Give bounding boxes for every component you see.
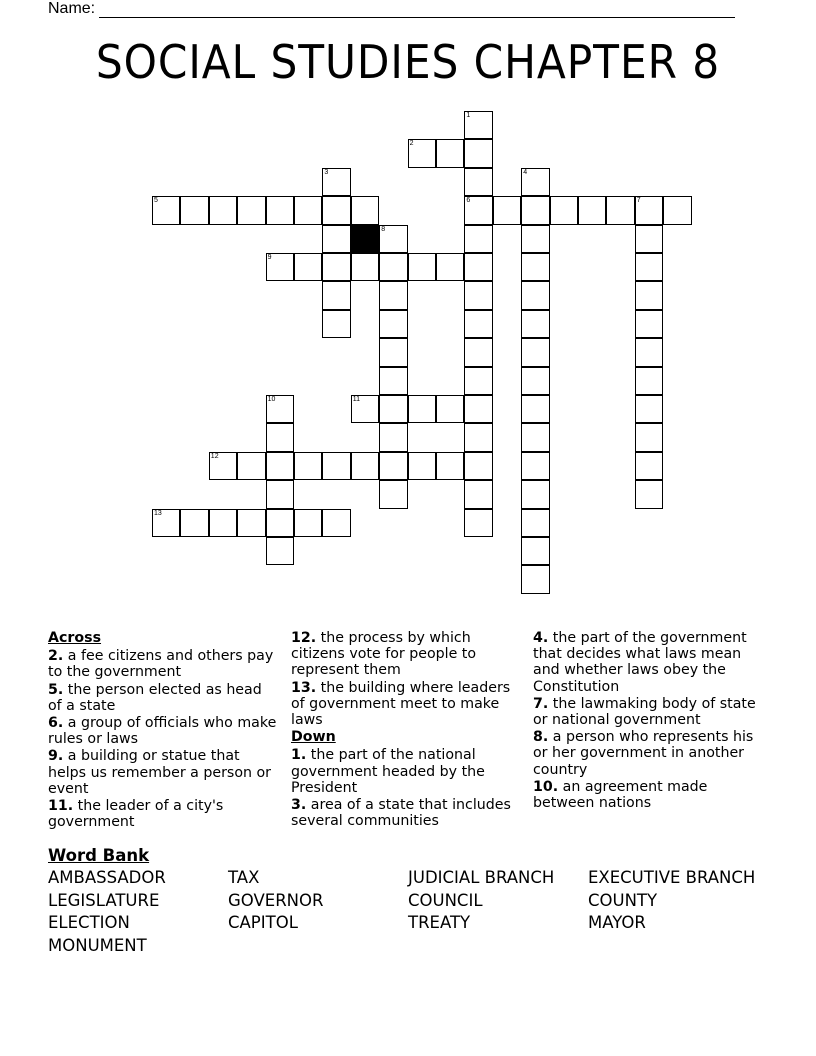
word-bank-item: COUNCIL (408, 891, 483, 910)
crossword-cell[interactable] (237, 452, 265, 480)
word-bank-item: JUDICIAL BRANCH (408, 868, 555, 887)
crossword-cell[interactable] (436, 253, 464, 281)
crossword-cell[interactable] (322, 310, 350, 338)
crossword-cell[interactable] (635, 281, 663, 309)
cell-number: 10 (267, 396, 276, 403)
crossword-cell[interactable] (635, 480, 663, 508)
cell-number: 7 (636, 197, 641, 205)
crossword-cell[interactable] (464, 367, 492, 395)
crossword-cell[interactable] (351, 253, 379, 281)
clue-text: the building where leaders of government meet to make laws (291, 679, 511, 729)
clue-text: area of a state that includes several communities (291, 797, 511, 830)
crossword-cell[interactable] (408, 452, 436, 480)
crossword-cell[interactable] (464, 281, 492, 309)
clue-across-9 (48, 748, 278, 797)
crossword-cell[interactable] (408, 253, 436, 281)
crossword-cell[interactable] (464, 196, 492, 224)
clue-text: a fee citizens and others pay to the government (48, 648, 274, 681)
crossword-cell[interactable] (209, 509, 237, 537)
crossword-cell[interactable] (180, 196, 208, 224)
crossword-cell[interactable] (379, 338, 407, 366)
clue-across-2 (48, 648, 278, 680)
clue-number: 1. (291, 747, 307, 764)
crossword-cell[interactable] (464, 253, 492, 281)
crossword-cell[interactable] (266, 395, 294, 423)
clues-column-3 (533, 630, 763, 812)
crossword-cell[interactable] (521, 367, 549, 395)
crossword-cell[interactable] (152, 196, 180, 224)
crossword-cell[interactable] (606, 196, 634, 224)
cell-number: 3 (324, 168, 329, 176)
crossword-cell[interactable] (464, 310, 492, 338)
crossword-cell[interactable] (464, 509, 492, 537)
crossword-cell[interactable] (436, 395, 464, 423)
crossword-cell[interactable] (209, 196, 237, 224)
crossword-cell[interactable] (209, 452, 237, 480)
word-bank-item: GOVERNOR (228, 891, 324, 910)
crossword-cell[interactable] (521, 480, 549, 508)
crossword-cell[interactable] (521, 423, 549, 451)
clue-text: the leader of a city's government (48, 798, 224, 831)
clue-text: the process by which citizens vote for people to represent them (291, 630, 477, 679)
across-heading: Across (48, 630, 102, 646)
crossword-cell[interactable] (322, 253, 350, 281)
clue-number: 8. (533, 729, 549, 746)
crossword-cell[interactable] (521, 338, 549, 366)
crossword-cell[interactable] (635, 423, 663, 451)
cell-number: 12 (210, 452, 219, 460)
word-bank-item: LEGISLATURE (48, 891, 160, 910)
word-bank-item: TAX (228, 868, 260, 887)
crossword-cell[interactable] (379, 395, 407, 423)
word-bank-item: ELECTION (48, 913, 130, 932)
crossword-cell[interactable] (521, 225, 549, 253)
clue-down-3 (291, 797, 521, 829)
clue-text: a group of officials who make rules or laws (48, 715, 277, 748)
clue-down-8 (533, 729, 763, 778)
crossword-cell[interactable] (322, 168, 350, 196)
crossword-cell[interactable] (464, 452, 492, 480)
crossword-cell[interactable] (408, 139, 436, 167)
crossword-cell[interactable] (521, 310, 549, 338)
crossword-cell[interactable] (322, 509, 350, 537)
crossword-cell[interactable] (464, 111, 492, 139)
crossword-cell[interactable] (294, 452, 322, 480)
clue-number: 13. (291, 679, 317, 696)
clue-across-12 (291, 630, 521, 679)
cell-number: 11 (352, 396, 361, 403)
clue-down-4 (533, 630, 763, 695)
crossword-cell[interactable] (322, 452, 350, 480)
crossword-cell[interactable] (294, 253, 322, 281)
word-bank-item: EXECUTIVE BRANCH (588, 868, 756, 887)
crossword-cell[interactable] (351, 196, 379, 224)
clue-number: 7. (533, 695, 549, 712)
crossword-cell[interactable] (635, 395, 663, 423)
crossword-cell[interactable] (578, 196, 606, 224)
crossword-cell[interactable] (322, 196, 350, 224)
crossword-cell[interactable] (663, 196, 691, 224)
crossword-cell[interactable] (266, 196, 294, 224)
crossword-cell[interactable] (408, 395, 436, 423)
word-bank-item: MAYOR (588, 913, 646, 932)
crossword-cell[interactable] (266, 452, 294, 480)
crossword-cell[interactable] (635, 367, 663, 395)
word-bank-heading: Word Bank (48, 846, 150, 865)
down-heading: Down (291, 729, 336, 746)
clue-down-1 (291, 747, 521, 796)
crossword-cell[interactable] (464, 139, 492, 167)
crossword-cell[interactable] (464, 225, 492, 253)
crossword-cell[interactable] (379, 367, 407, 395)
crossword-cell[interactable] (521, 537, 549, 565)
clues-column-1 (48, 630, 278, 831)
clue-text: an agreement made between nations (533, 778, 708, 812)
clue-down-7 (533, 696, 763, 728)
word-bank-item: AMBASSADOR (48, 868, 166, 887)
crossword-cell[interactable] (351, 395, 379, 423)
crossword-cell[interactable] (464, 480, 492, 508)
clue-number: 10. (533, 778, 559, 795)
crossword-cell[interactable] (152, 509, 180, 537)
clue-across-6 (48, 715, 278, 747)
clue-text: the person elected as head of a state (48, 681, 262, 714)
clue-number: 5. (48, 681, 64, 698)
crossword-cell[interactable] (635, 452, 663, 480)
crossword-cell[interactable] (266, 509, 294, 537)
cell-number: 9 (267, 254, 272, 261)
crossword-cell[interactable] (266, 537, 294, 565)
crossword-cell[interactable] (266, 423, 294, 451)
crossword-cell[interactable] (379, 225, 407, 253)
clue-text: a building or statue that helps us remember a person or event (48, 748, 272, 797)
crossword-cell[interactable] (464, 395, 492, 423)
clue-text: the part of the government that decides what laws mean and whether laws obey the Constitution (533, 630, 747, 695)
crossword-cell[interactable] (635, 310, 663, 338)
crossword-cell[interactable] (521, 395, 549, 423)
cell-number: 5 (154, 197, 158, 205)
crossword-cell[interactable] (322, 281, 350, 309)
crossword-cell[interactable] (464, 338, 492, 366)
crossword-cell[interactable] (521, 509, 549, 537)
clue-text: a person who represents his or her government in another country (533, 729, 754, 778)
crossword-cell[interactable] (635, 225, 663, 253)
clue-number: 12. (291, 630, 317, 646)
crossword-cell[interactable] (521, 452, 549, 480)
clue-number: 2. (48, 648, 64, 665)
cell-number: 2 (409, 140, 414, 148)
crossword-cell[interactable] (493, 196, 521, 224)
crossword-cell[interactable] (635, 338, 663, 366)
crossword-cell[interactable] (322, 225, 350, 253)
word-bank-item: COUNTY (588, 891, 658, 910)
crossword-cell[interactable] (180, 509, 208, 537)
crossword-cell[interactable] (379, 480, 407, 508)
cell-number: 13 (154, 509, 162, 517)
crossword-cell[interactable] (351, 452, 379, 480)
crossword-cell[interactable] (379, 452, 407, 480)
crossword-cell[interactable] (266, 480, 294, 508)
crossword-cell[interactable] (521, 281, 549, 309)
crossword-cell[interactable] (464, 168, 492, 196)
clue-text: the lawmaking body of state or national government (533, 695, 756, 729)
cell-number: 8 (381, 225, 386, 233)
crossword-cell[interactable] (379, 423, 407, 451)
word-bank-item: TREATY (408, 913, 471, 932)
clue-number: 6. (48, 715, 64, 732)
crossword-cell[interactable] (635, 196, 663, 224)
crossword-cell[interactable] (436, 139, 464, 167)
crossword-cell[interactable] (379, 281, 407, 309)
clue-across-5 (48, 682, 278, 714)
crossword-cell[interactable] (379, 310, 407, 338)
crossword-cell[interactable] (635, 253, 663, 281)
clue-down-10 (533, 779, 763, 811)
clue-number: 4. (533, 630, 549, 646)
clue-across-13 (291, 680, 521, 729)
crossword-cell[interactable] (521, 168, 549, 196)
crossword-cell[interactable] (237, 509, 265, 537)
clue-across-11 (48, 798, 278, 830)
clue-number: 11. (48, 798, 74, 815)
crossword-cell[interactable] (294, 196, 322, 224)
crossword-cell[interactable] (379, 253, 407, 281)
clues-column-2 (291, 630, 521, 830)
crossword-cell[interactable] (464, 423, 492, 451)
name-label: Name: (48, 0, 96, 17)
crossword-cell[interactable] (521, 565, 549, 593)
crossword-black-cell (351, 225, 379, 253)
page-title: SOCIAL STUDIES CHAPTER 8 (95, 35, 721, 89)
crossword-cell[interactable] (521, 253, 549, 281)
crossword-cell[interactable] (436, 452, 464, 480)
crossword-cell[interactable] (294, 509, 322, 537)
word-bank-item: MONUMENT (48, 936, 147, 955)
clue-number: 9. (48, 748, 64, 765)
cell-number: 4 (523, 168, 528, 176)
cell-number: 6 (466, 197, 471, 205)
cell-number: 1 (466, 112, 471, 119)
clue-number: 3. (291, 797, 307, 814)
crossword-cell[interactable] (550, 196, 578, 224)
crossword-cell[interactable] (237, 196, 265, 224)
clue-text: the part of the national government headed by the President (291, 747, 485, 796)
crossword-cell[interactable] (266, 253, 294, 281)
crossword-cell[interactable] (521, 196, 549, 224)
word-bank-item: CAPITOL (228, 913, 298, 932)
